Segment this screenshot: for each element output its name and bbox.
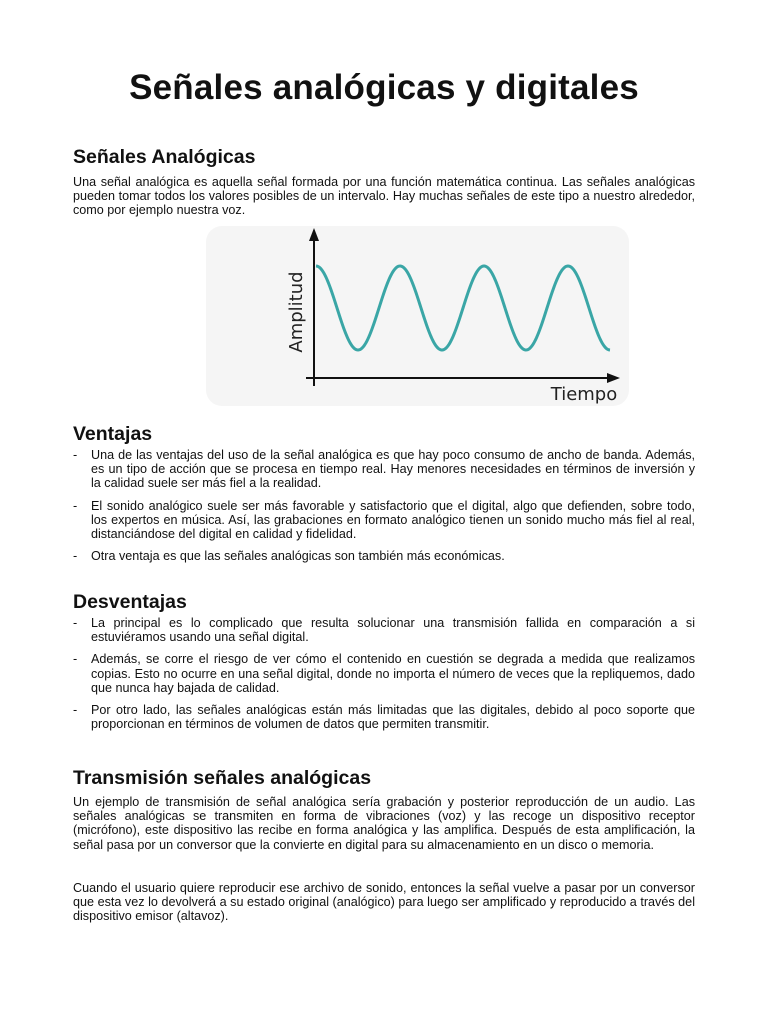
transmission-heading: Transmisión señales analógicas (73, 767, 372, 789)
advantage-item (73, 448, 695, 491)
bullet-dash: - (73, 703, 78, 718)
disadvantage-item (73, 652, 695, 695)
advantage-item-text: El sonido analógico suele ser más favorable y satisfactorio que el digital, algo que defienden, sobre todo, los expertos en música. Así, las grabaciones en formato analógico tienen un sonido mucho más fiel al real, distanciándose del digital en calidad y fidelidad. (91, 498, 695, 542)
bullet-dash: - (73, 616, 78, 630)
disadvantage-item-text: Además, se corre el riesgo de ver cómo el contenido en cuestión se degrada a medida que realizamos copias. Esto no ocurre en una señal digital, donde no importa el número de veces que la repliquemos, dado que nunca hay bajada de calidad. (91, 652, 695, 695)
disadvantage-item (73, 703, 695, 731)
disadvantages-list (73, 616, 695, 739)
advantage-item-text: Otra ventaja es que las señales analógicas son también más económicas. (91, 549, 505, 564)
analog-signal-plot (206, 226, 629, 406)
document-title: Señales analógicas y digitales (129, 68, 639, 107)
analog-intro: Una señal analógica es aquella señal formada por una función matemática continua. Las señales analógicas pueden tomar todos los valores posibles de un intervalo. Hay muchas señales de este tipo a nuestro alrededor, como por ejemplo nuestra voz. (73, 175, 695, 218)
disadvantages-heading: Desventajas (73, 591, 187, 613)
advantages-list (73, 448, 695, 571)
bullet-dash: - (73, 549, 78, 564)
bullet-dash: - (73, 448, 78, 462)
transmission-paragraph-1: Un ejemplo de transmisión de señal analógica sería grabación y posterior reproducción de un audio. Las señales analógicas se transmiten en forma de vibraciones (voz) y las recoge un dispositivo receptor (micrófono), este dispositivo las recibe en forma analógica y las amplifica. Después de esta amplificación, la señal pasa por un conversor que la convierte en digital para su almacenamiento en un disco o memoria. (73, 795, 695, 852)
advantage-item-text: Una de las ventajas del uso de la señal analógica es que hay poco consumo de ancho de banda. Además, es un tipo de acción que se procesa en tiempo real. Hay menores necesidades en términos de inversión y la calidad suele ser más fiel a la realidad. (91, 448, 695, 491)
analog-heading: Señales Analógicas (73, 146, 256, 168)
advantage-item (73, 549, 695, 563)
bullet-dash: - (73, 498, 78, 513)
disadvantage-item-text: La principal es lo complicado que resulta solucionar una transmisión fallida en comparación a si estuviéramos usando una señal digital. (91, 616, 695, 645)
y-axis-label: Amplitud (286, 271, 307, 353)
disadvantage-item-text: Por otro lado, las señales analógicas están más limitadas que las digitales, debido al poco soporte que proporcionan en términos de volumen de datos que permiten transmitir. (91, 703, 695, 732)
x-axis-label: Tiempo (550, 384, 618, 405)
analog-signal-figure (206, 226, 629, 406)
transmission-paragraph-2: Cuando el usuario quiere reproducir ese archivo de sonido, entonces la señal vuelve a pasar por un conversor que esta vez lo devolverá a su estado original (analógico) para luego ser amplificado y reproducido a través del dispositivo emisor (altavoz). (73, 881, 695, 924)
advantages-heading: Ventajas (73, 423, 153, 445)
disadvantage-item (73, 616, 695, 644)
bullet-dash: - (73, 652, 78, 667)
advantage-item (73, 499, 695, 542)
